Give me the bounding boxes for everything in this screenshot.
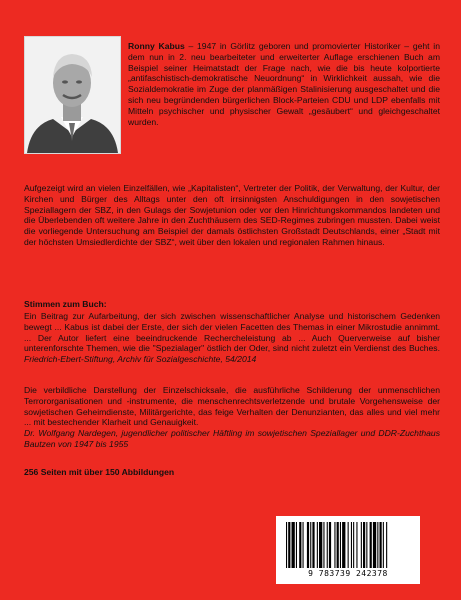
quote-2 xyxy=(24,385,440,450)
author-name: Ronny Kabus xyxy=(128,41,185,51)
page-count-info: 256 Seiten mit über 150 Abbildungen xyxy=(24,467,175,477)
quote-2-source: Dr. Wolfgang Nardegen, jugendlicher politischer Häftling im sowjetischen Speziallager und DDR-Zuchthaus Bautzen von 1947 bis 1955 xyxy=(24,428,440,449)
author-bio-text: – 1947 in Görlitz geboren und promovierter Historiker – geht in dem nun in 2. neu bearbeiteter und erweiterter Auflage erschienen Buch am Beispiel seiner Heimatstadt der Frage nach, wie die bis heute kolportierte „antifaschistisch-demokratische Neuordnung“ in Wirklichkeit aussah, wie die Sozialdemokratie im Zuge der planmäßigen Stalinisierung ausgeschaltet und die sich neu begründenden bürgerlichen Block-Parteien CDU und LDP ebenfalls mit Mitteln psychischer und physischer Gewalt „gesäubert“ und gleichgeschaltet wurden. xyxy=(128,41,440,127)
intro-paragraph: Aufgezeigt wird an vielen Einzelfällen, wie „Kapitalisten“, Vertreter der Politik, der Verwaltung, der Kultur, der Kirchen und Bürger des Alltags unter den oft irrsinnigsten Anschuldigungen in den sowjetischen Speziallagern der SBZ, in den Gulags der Sowjetunion oder vor den Hinrichtungskommandos landeten und die Überlebenden oft weitere Jahre in den Zuchthäusern des SED-Regimes zubringen mussten. Dabei weist die vorliegende Untersuchung am Beispiel der damals östlichsten Großstadt Deutschlands, einer „Stadt mit der höchsten Umsiedlerdichte der SBZ“, weit über den lokalen und regionalen Rahmen hinaus. xyxy=(24,183,440,247)
author-photo xyxy=(24,36,121,154)
isbn-number: 9 783739 242378 xyxy=(308,569,388,578)
voices-heading: Stimmen zum Buch: xyxy=(24,299,107,309)
quote-1 xyxy=(24,311,440,365)
quote-2-text: Die verbildliche Darstellung der Einzelschicksale, die ausführliche Schilderung der unmenschlichen Terrororganisationen und -instrumente, die menschenrechtsverletzende und brutale Vorgehensweise der sowjetischen Geheimdienste, Militärgerichte, das feige Verhalten der Denunzianten, das alles und viel mehr ... mit bestechender Klarheit und Genauigkeit. xyxy=(24,385,440,428)
barcode-bars xyxy=(286,522,410,568)
quote-1-text: Ein Beitrag zur Aufarbeitung, der sich zwischen wissenschaftlicher Analyse und historischem Gedenken bewegt ... Kabus ist dabei der Erste, der sich der vielen Facetten des Themas in einer Mikrostudie annimmt. ... Der Autor liefert eine beeindruckende Rechercheleistung ab ... Auch Querverweise auf bisher unterenforschte Themen, wie die "Spezialager" östlich der Oder, sind nicht zuletzt ein Verdienst des Buches. xyxy=(24,311,440,354)
author-bio xyxy=(128,41,440,127)
isbn-barcode xyxy=(276,516,420,584)
quote-1-source: Friedrich-Ebert-Stiftung, Archiv für Sozialgeschichte, 54/2014 xyxy=(24,354,257,365)
